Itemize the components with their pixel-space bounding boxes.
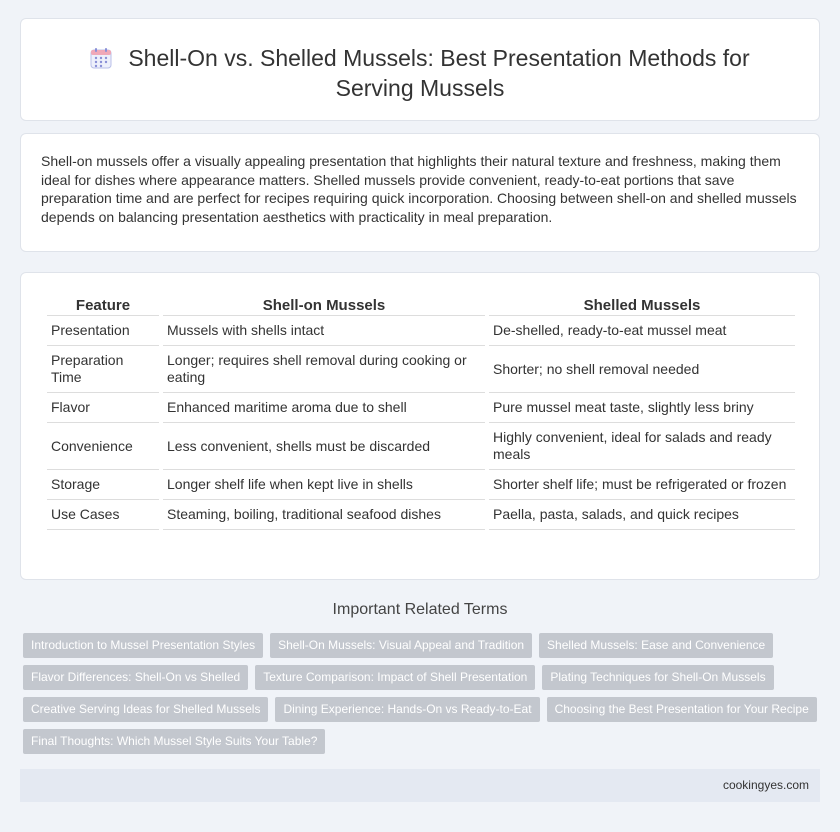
shell-on-cell: Longer shelf life when kept live in shells bbox=[163, 470, 485, 500]
header-shell-on: Shell-on Mussels bbox=[163, 294, 485, 316]
related-term-tag[interactable]: Introduction to Mussel Presentation Styles bbox=[23, 633, 263, 658]
related-terms-title: Important Related Terms bbox=[332, 601, 508, 618]
comparison-table bbox=[43, 294, 799, 530]
table-header-row bbox=[47, 294, 795, 316]
header-feature: Feature bbox=[47, 294, 159, 316]
shelled-cell: Shorter shelf life; must be refrigerated or frozen bbox=[489, 470, 795, 500]
related-term-tag[interactable]: Dining Experience: Hands-On vs Ready-to-Eat bbox=[275, 697, 539, 722]
shelled-cell: Highly convenient, ideal for salads and ready meals bbox=[489, 423, 795, 470]
table-row bbox=[47, 470, 795, 500]
shell-on-cell: Steaming, boiling, traditional seafood dishes bbox=[163, 500, 485, 530]
related-term-tag[interactable]: Shelled Mussels: Ease and Convenience bbox=[539, 633, 773, 658]
shell-on-cell: Less convenient, shells must be discarded bbox=[163, 423, 485, 470]
shelled-cell: Paella, pasta, salads, and quick recipes bbox=[489, 500, 795, 530]
shelled-cell: Shorter; no shell removal needed bbox=[489, 346, 795, 393]
related-term-tag[interactable]: Shell-On Mussels: Visual Appeal and Tradition bbox=[270, 633, 532, 658]
related-term-tag[interactable]: Flavor Differences: Shell-On vs Shelled bbox=[23, 665, 248, 690]
feature-cell: Storage bbox=[47, 470, 159, 500]
table-row bbox=[47, 346, 795, 393]
shell-on-cell: Mussels with shells intact bbox=[163, 316, 485, 346]
feature-cell: Preparation Time bbox=[47, 346, 159, 393]
header-card bbox=[20, 18, 820, 121]
intro-text: Shell-on mussels offer a visually appealing presentation that highlights their natural texture and freshness, making them ideal for dishes where appearance matters. Shelled mussels provide convenient, ready-to-eat portions that save preparation time and are perfect for recipes requiring quick incorporation. Choosing between shell-on and shelled mussels depends on balancing presentation aesthetics with practicality in meal preparation. bbox=[41, 153, 797, 225]
footer bbox=[20, 769, 820, 802]
related-term-tag[interactable]: Choosing the Best Presentation for Your Recipe bbox=[547, 697, 817, 722]
shell-on-cell: Enhanced maritime aroma due to shell bbox=[163, 393, 485, 423]
related-term-tag[interactable]: Texture Comparison: Impact of Shell Presentation bbox=[255, 665, 535, 690]
header-shelled: Shelled Mussels bbox=[489, 294, 795, 316]
feature-cell: Use Cases bbox=[47, 500, 159, 530]
intro-card bbox=[20, 133, 820, 252]
related-terms-list bbox=[23, 633, 823, 754]
table-row bbox=[47, 316, 795, 346]
page-title: Shell-On vs. Shelled Mussels: Best Presentation Methods for Serving Mussels bbox=[128, 45, 750, 101]
page-title-wrap bbox=[21, 43, 819, 103]
feature-cell: Flavor bbox=[47, 393, 159, 423]
related-term-tag[interactable]: Creative Serving Ideas for Shelled Mussels bbox=[23, 697, 268, 722]
feature-cell: Convenience bbox=[47, 423, 159, 470]
related-term-tag[interactable]: Plating Techniques for Shell-On Mussels bbox=[542, 665, 773, 690]
table-row bbox=[47, 423, 795, 470]
shell-on-cell: Longer; requires shell removal during cooking or eating bbox=[163, 346, 485, 393]
footer-site-link[interactable]: cookingyes.com bbox=[722, 778, 809, 792]
related-term-tag[interactable]: Final Thoughts: Which Mussel Style Suits Your Table? bbox=[23, 729, 325, 754]
table-row bbox=[47, 393, 795, 423]
feature-cell: Presentation bbox=[47, 316, 159, 346]
shelled-cell: De-shelled, ready-to-eat mussel meat bbox=[489, 316, 795, 346]
shelled-cell: Pure mussel meat taste, slightly less briny bbox=[489, 393, 795, 423]
calendar-icon bbox=[90, 47, 112, 69]
comparison-table-card bbox=[20, 272, 820, 580]
table-row bbox=[47, 500, 795, 530]
